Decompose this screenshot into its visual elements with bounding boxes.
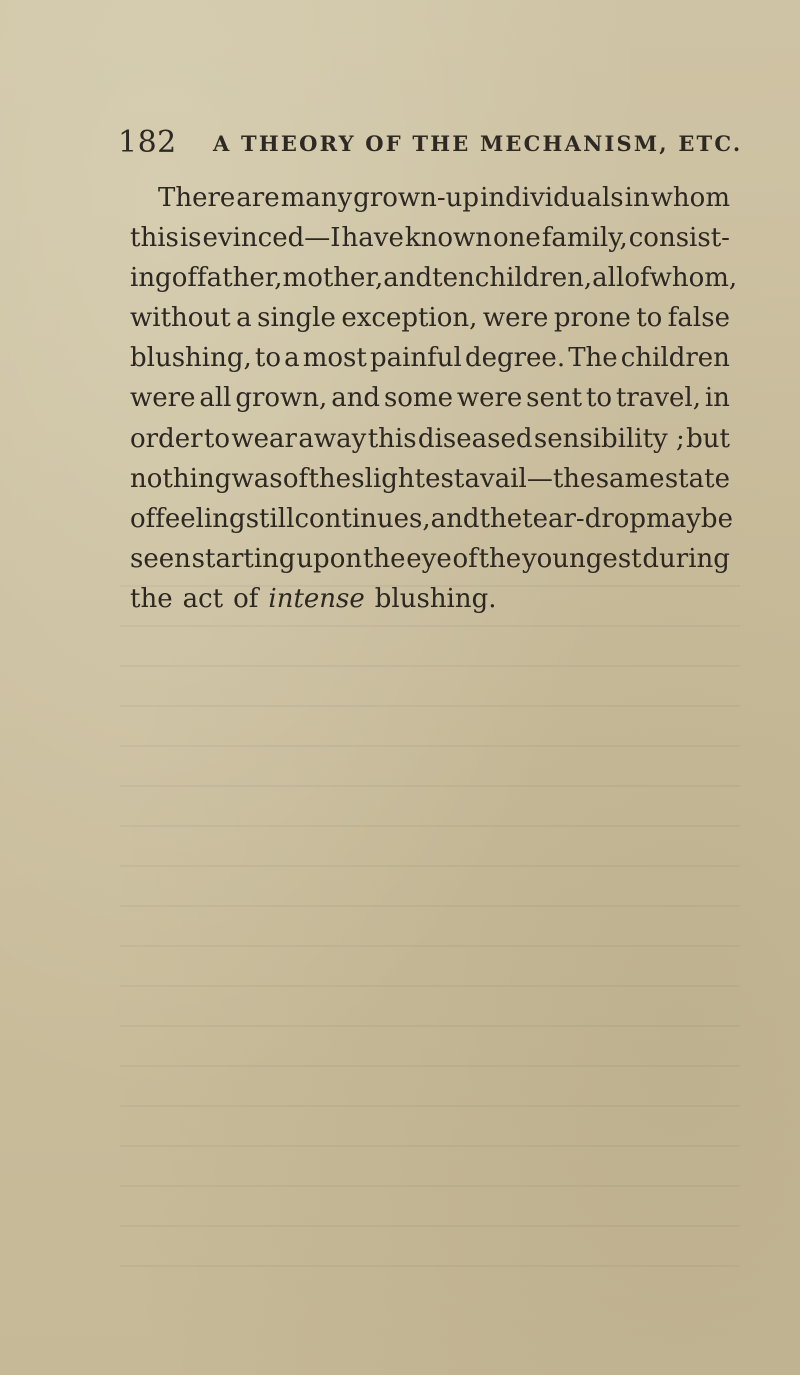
word: children [620, 343, 730, 374]
page-header [118, 125, 743, 165]
word: all [199, 383, 232, 414]
word: single [257, 303, 336, 334]
word: and [383, 263, 433, 294]
word: some [383, 383, 453, 414]
word: diseased [417, 423, 533, 454]
word: sensibility ; [533, 423, 685, 454]
word: painful [369, 343, 462, 374]
word: all [592, 263, 625, 294]
word: of [171, 263, 197, 294]
word: ing [130, 263, 172, 294]
word: prone [553, 303, 631, 334]
word: are [236, 183, 280, 213]
word: still [245, 503, 295, 534]
word: a [236, 303, 252, 334]
word: continues, [294, 503, 431, 534]
text-line [130, 218, 730, 258]
word: one [493, 223, 541, 254]
word: mother, [282, 263, 384, 294]
word: of [624, 263, 650, 294]
word: without [130, 303, 231, 334]
word: in [624, 183, 650, 213]
word: ten [432, 263, 475, 294]
paragraph [130, 178, 738, 619]
word: was [231, 463, 283, 494]
word: this [367, 423, 417, 454]
word: of [282, 463, 309, 494]
word: same [595, 463, 665, 494]
word: and [331, 383, 381, 414]
word: away [298, 423, 367, 454]
word: of [233, 583, 259, 614]
italic-word: intense [268, 583, 365, 614]
word: youngest [521, 543, 642, 574]
word: the [478, 543, 522, 574]
word: of [452, 543, 478, 574]
word: to [585, 383, 613, 414]
text-line [130, 178, 730, 218]
text-line [130, 579, 730, 619]
word: blushing, [130, 343, 252, 374]
word: wear [231, 423, 297, 454]
word: this [130, 223, 179, 254]
text-line [130, 298, 730, 338]
word: a [284, 343, 300, 374]
word: is [179, 223, 202, 254]
word: whom [650, 183, 730, 213]
word: during [642, 543, 730, 574]
word: exception, [341, 303, 478, 334]
word: state [664, 463, 730, 494]
word: eye [406, 543, 452, 574]
text-line [130, 378, 730, 418]
word: and [430, 503, 480, 534]
running-head: A THEORY OF THE MECHANISM, ETC. [213, 131, 743, 156]
word: may [646, 503, 701, 534]
word: consist- [628, 223, 730, 254]
word: starting [191, 543, 296, 574]
word: to [636, 303, 663, 334]
word: seen [130, 543, 191, 574]
word: grown, [235, 383, 328, 414]
word: false [667, 303, 730, 334]
text-line [130, 539, 730, 579]
word: to [203, 423, 231, 454]
word: upon [296, 543, 363, 574]
word: nothing [130, 463, 232, 494]
word: in [704, 383, 730, 414]
word: of [130, 503, 156, 534]
word: degree. [464, 343, 566, 374]
text-line [130, 258, 738, 298]
word: The [568, 343, 618, 374]
word: blushing. [374, 583, 497, 614]
word: be [700, 503, 733, 534]
word: order [130, 423, 203, 454]
word: were [482, 303, 549, 334]
word: to [254, 343, 281, 374]
word: act [182, 583, 224, 614]
word: feeling [155, 503, 246, 534]
word: the [479, 503, 523, 534]
page-number: 182 [118, 125, 177, 160]
word: family, [541, 223, 628, 254]
word: slightest [351, 463, 465, 494]
show-through-texture [120, 585, 740, 1285]
text-line [130, 499, 733, 539]
word: travel, [615, 383, 701, 414]
word: avail—the [464, 463, 596, 494]
word: evinced—I [202, 223, 341, 254]
word: whom, [649, 263, 738, 294]
word: tear-drop [522, 503, 647, 534]
word: the [362, 543, 406, 574]
text-line [130, 459, 730, 499]
text-line [130, 419, 730, 459]
word: grown-up [353, 183, 480, 213]
word: known [404, 223, 493, 254]
word: sent [526, 383, 583, 414]
word: but [686, 423, 730, 454]
word: have [341, 223, 404, 254]
text-line [130, 338, 730, 378]
word: individuals [480, 183, 624, 213]
word: There [158, 183, 236, 213]
word: the [130, 583, 173, 614]
word: most [302, 343, 367, 374]
word: many [280, 183, 353, 213]
word: were [456, 383, 523, 414]
word: father, [197, 263, 283, 294]
word: the [308, 463, 352, 494]
word: children, [474, 263, 593, 294]
word: were [130, 383, 196, 414]
